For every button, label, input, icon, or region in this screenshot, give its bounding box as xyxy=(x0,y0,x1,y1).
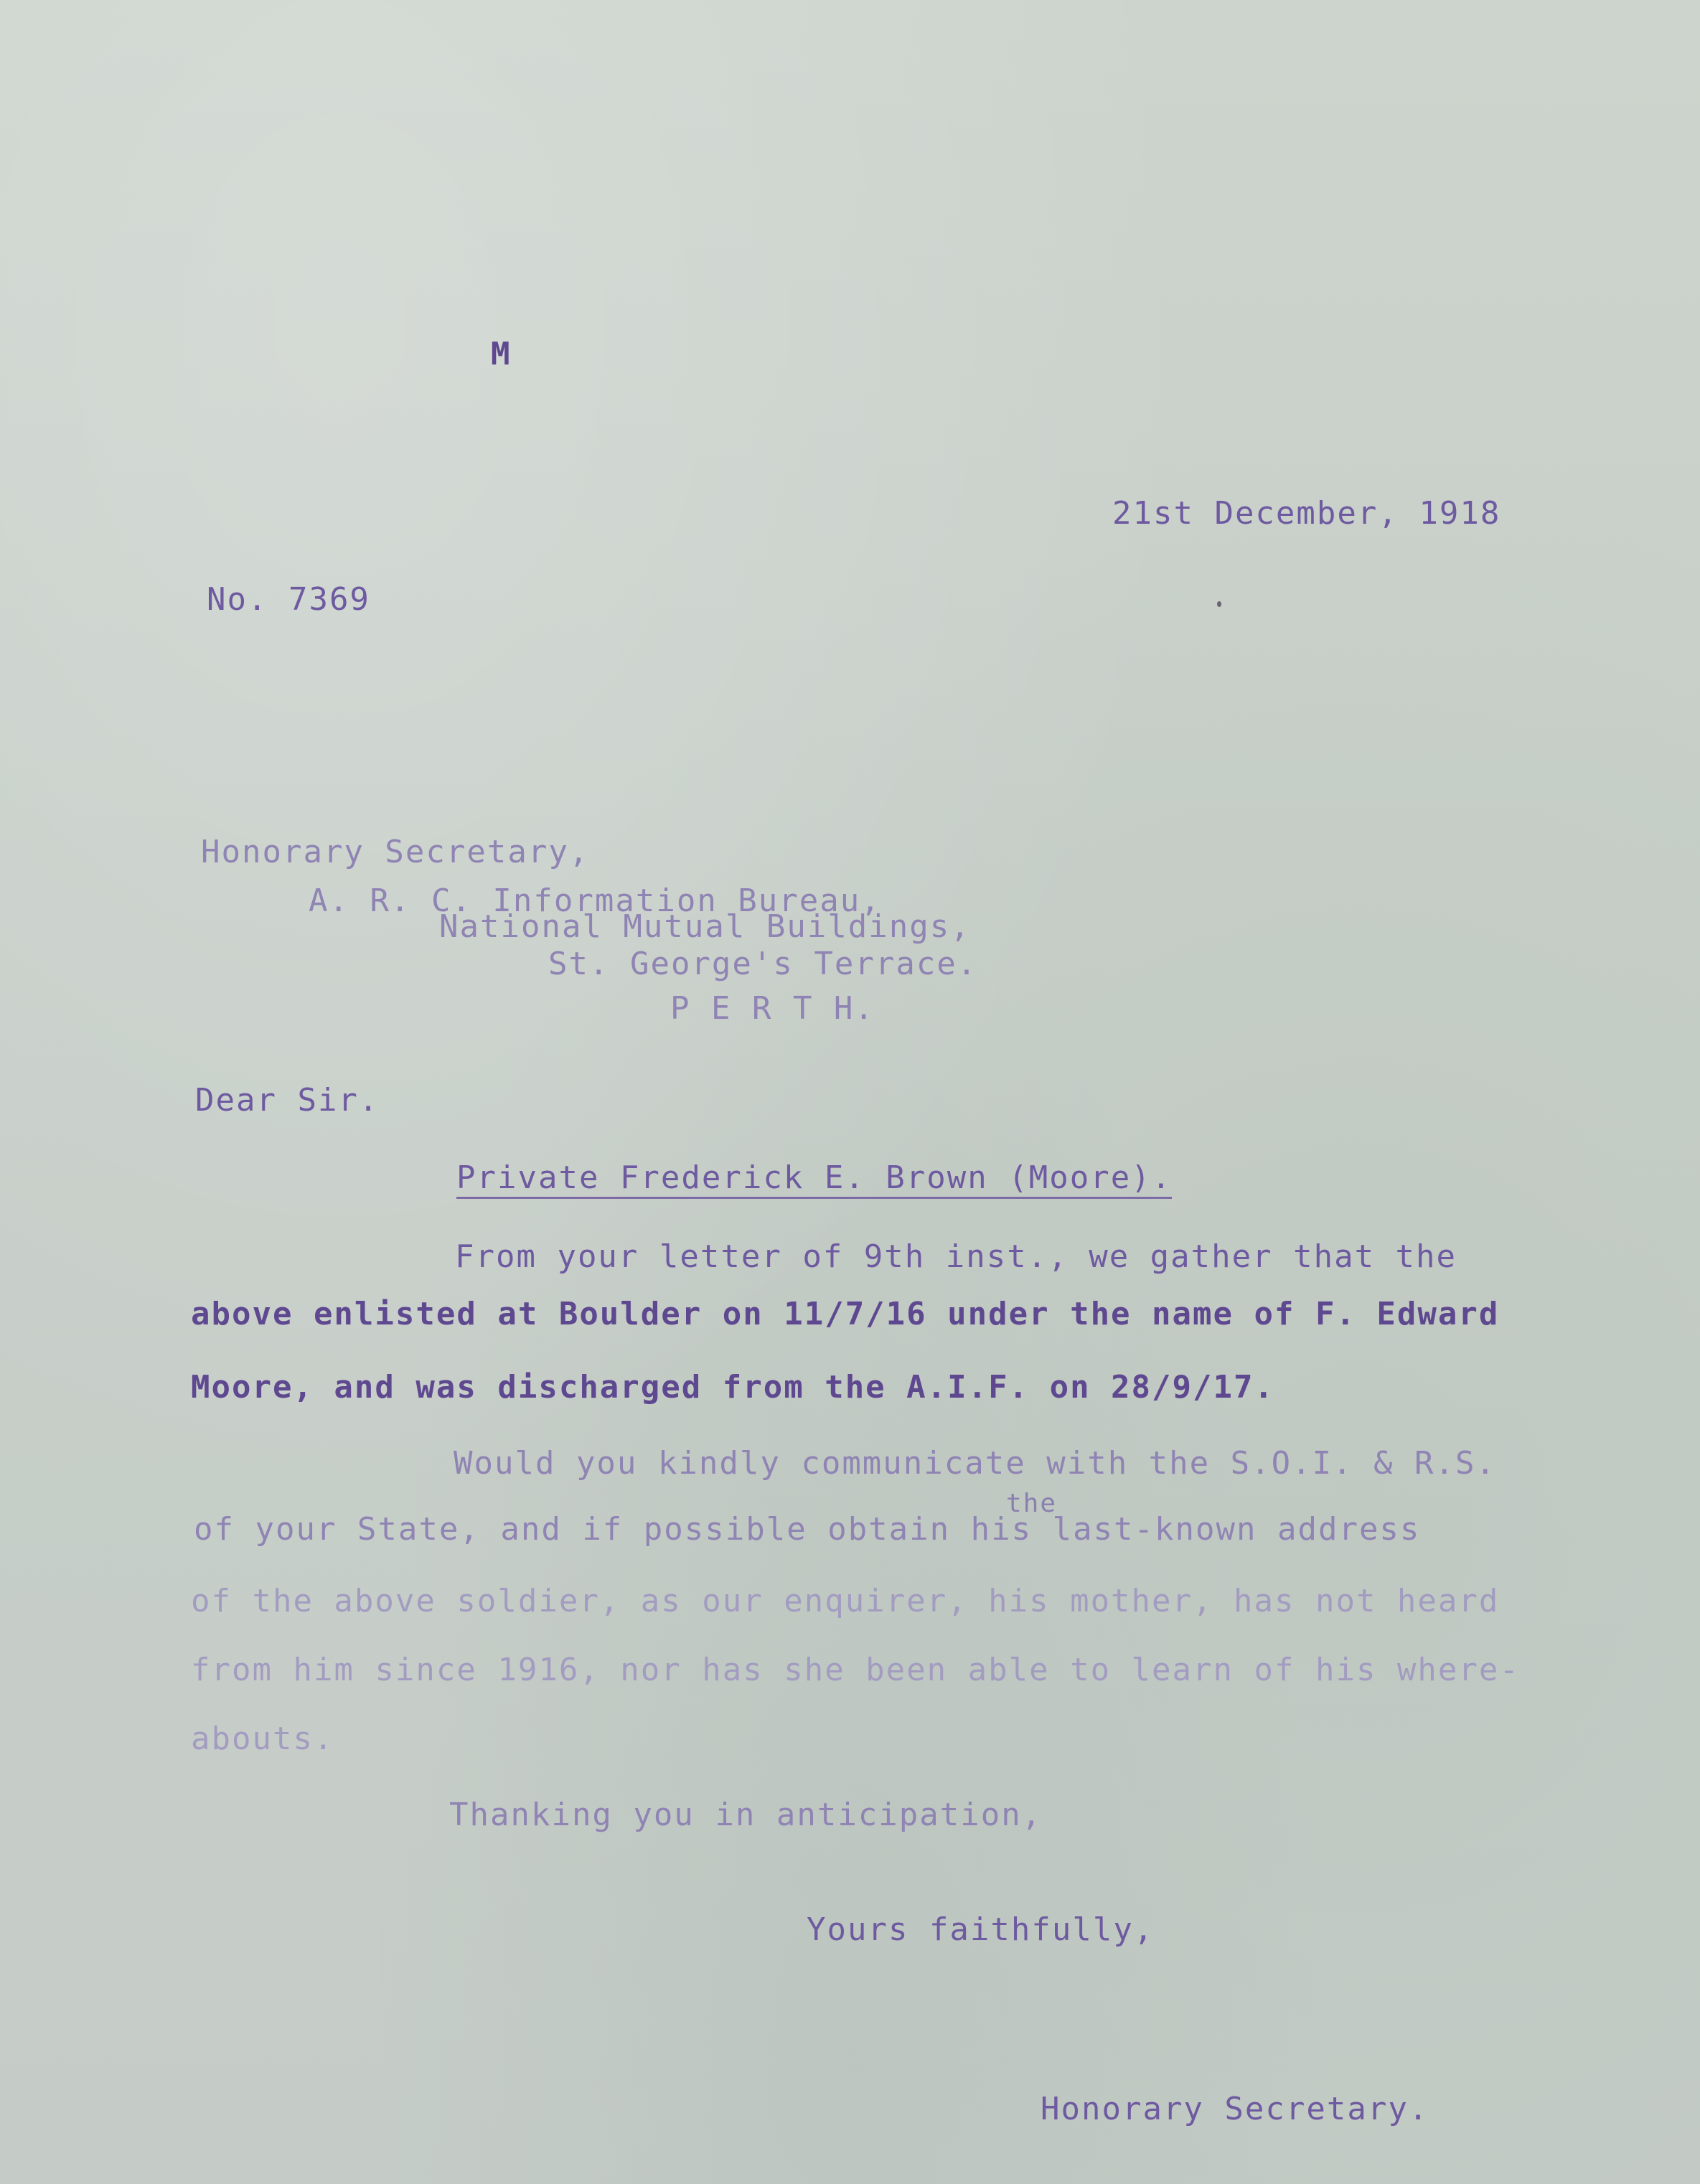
address-line-4: St. George's Terrace. xyxy=(548,946,978,982)
salutation: Dear Sir. xyxy=(195,1082,380,1119)
letter-date: 21st December, 1918 xyxy=(1112,495,1501,532)
subject-line: Private Frederick E. Brown (Moore). xyxy=(456,1162,1172,1199)
reference-number: No. 7369 xyxy=(207,581,370,618)
paragraph-2-line-3: of the above soldier, as our enquirer, his mother, has not heard xyxy=(191,1583,1500,1619)
address-line-1: Honorary Secretary, xyxy=(201,834,590,870)
paragraph-2-line-4: from him since 1916, nor has she been able to learn of his where- xyxy=(191,1652,1520,1688)
typed-insertion: the xyxy=(1006,1489,1058,1518)
closing-line: Thanking you in anticipation, xyxy=(449,1797,1043,1833)
address-line-2: A. R. C. Information Bureau, xyxy=(309,882,881,919)
paragraph-1-line-2: above enlisted at Boulder on 11/7/16 under the name of F. Edward xyxy=(191,1296,1500,1332)
address-line-3: National Mutual Buildings, xyxy=(439,908,971,945)
paper-speck xyxy=(1217,601,1221,607)
file-mark: M xyxy=(491,336,512,372)
paragraph-2-line-5: abouts. xyxy=(191,1721,334,1757)
paragraph-1-line-3: Moore, and was discharged from the A.I.F. on 28/9/17. xyxy=(191,1369,1274,1406)
address-line-5: P E R T H. xyxy=(670,990,875,1027)
signature-title: Honorary Secretary. xyxy=(1041,2091,1429,2127)
valediction: Yours faithfully, xyxy=(807,1911,1155,1948)
paragraph-1-line-1: From your letter of 9th inst., we gather that the xyxy=(455,1238,1457,1275)
paragraph-2-line-2: of your State, and if possible obtain his last-known address xyxy=(194,1511,1421,1548)
paragraph-2-line-1: Would you kindly communicate with the S.O.I. & R.S. xyxy=(454,1445,1497,1482)
